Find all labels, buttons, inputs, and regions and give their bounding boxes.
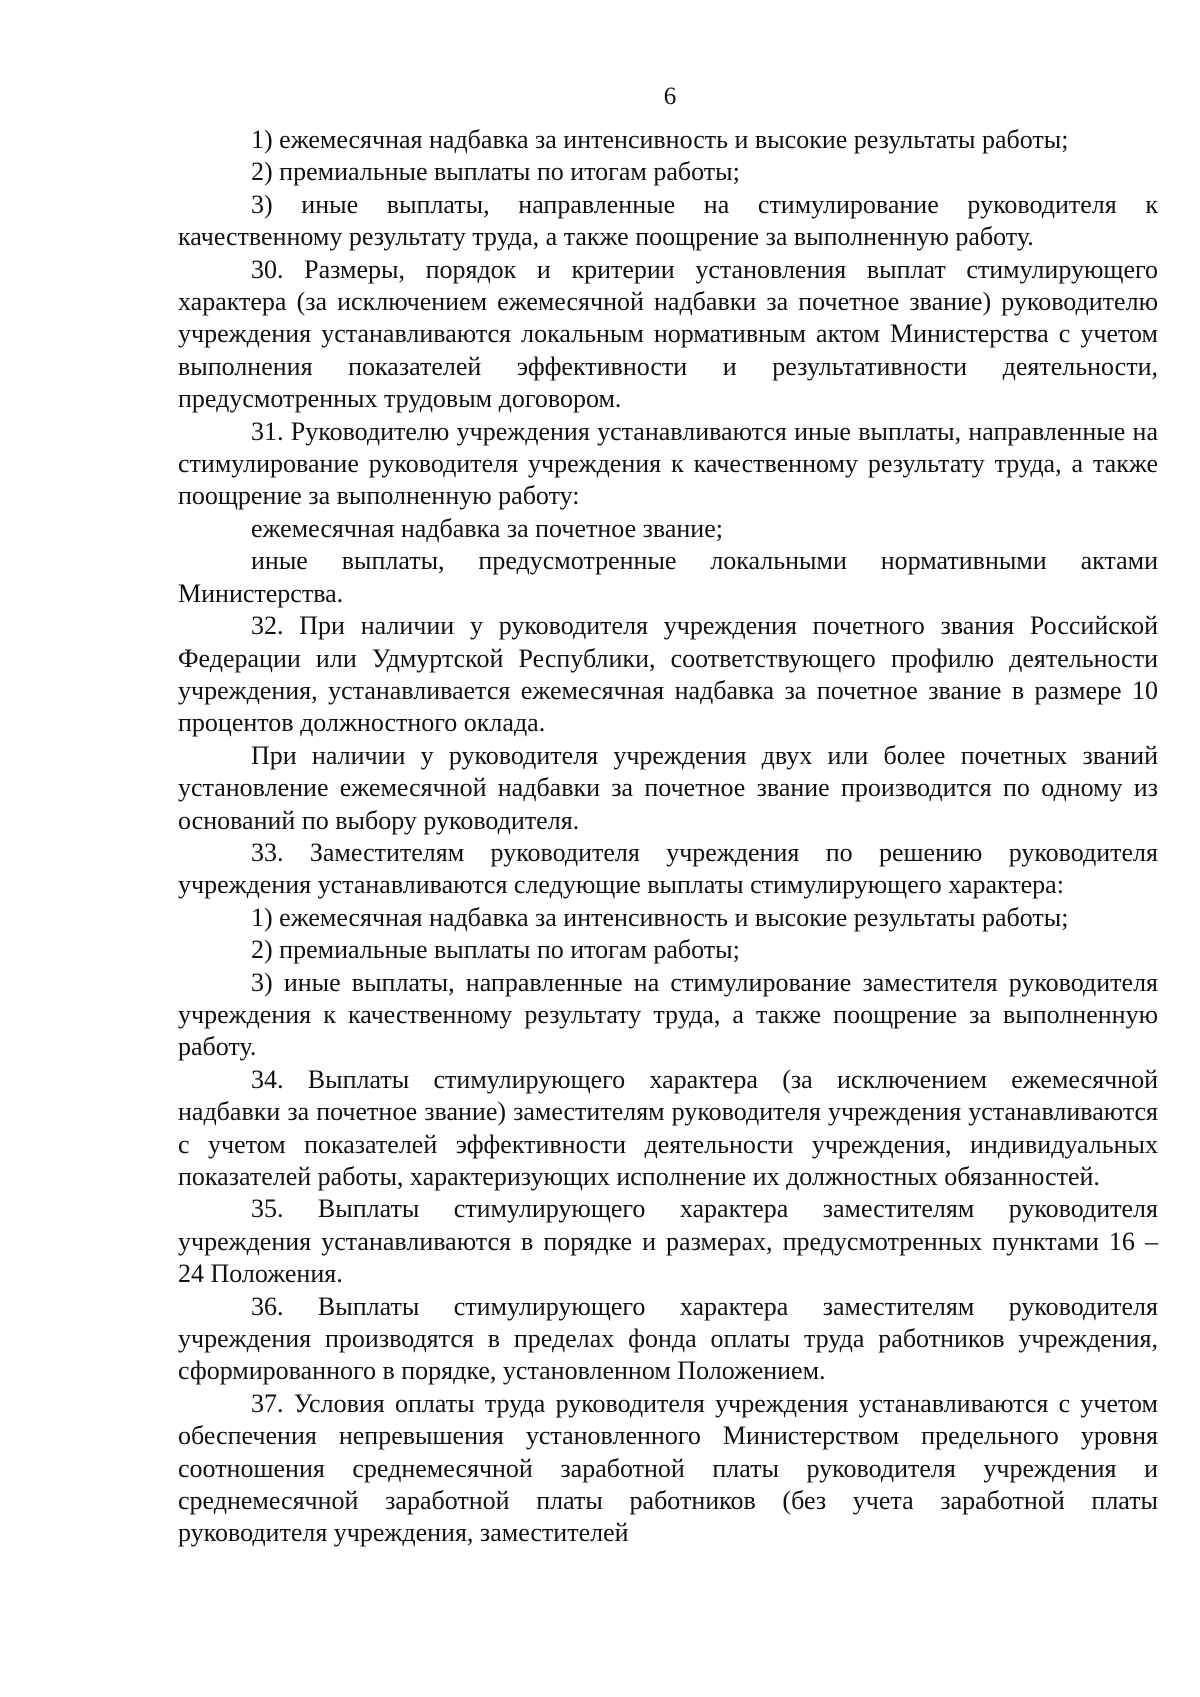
document-body — [178, 124, 1158, 1550]
paragraph: 33. Заместителям руководителя учреждения по решению руководителя учреждения устанавливаются следующие выплаты стимулирующего характера: — [178, 837, 1158, 900]
paragraph: 1) ежемесячная надбавка за интенсивность и высокие результаты работы; — [251, 902, 1069, 932]
paragraph: 3) иные выплаты, направленные на стимулирование руководителя к качественному результату труда, а также поощрение за выполненную работу. — [178, 189, 1158, 252]
paragraph: 2) премиальные выплаты по итогам работы; — [251, 935, 740, 965]
paragraph: 31. Руководителю учреждения устанавливаются иные выплаты, направленные на стимулирование руководителя учреждения к качественному результату труда, а также поощрение за выполненную работу: — [178, 416, 1158, 511]
paragraph: 2) премиальные выплаты по итогам работы; — [251, 157, 740, 187]
paragraph: 3) иные выплаты, направленные на стимулирование заместителя руководителя учреждения к качественному результату труда, а также поощрение за выполненную работу. — [178, 967, 1158, 1062]
paragraph: 1) ежемесячная надбавка за интенсивность и высокие результаты работы; — [251, 125, 1069, 154]
page-number: 6 — [663, 83, 677, 110]
paragraph: 32. При наличии у руководителя учреждения почетного звания Российской Федерации или Удмуртской Республики, соответствующего профилю деятельности учреждения, устанавливается ежемесячная надбавка за почетное звание в размере 10 процентов должностного оклада. — [178, 611, 1158, 738]
paragraph: 37. Условия оплаты труда руководителя учреждения устанавливаются с учетом обеспечения непревышения установленного Министерством предельного уровня соотношения среднемесячной заработной платы руководителя учреждения и среднемесячной заработной платы работников (без учета заработной платы руководителя учреждения, заместителей — [178, 1388, 1158, 1548]
paragraph: иные выплаты, предусмотренные локальными нормативными актами Министерства. — [178, 546, 1158, 608]
paragraph: 36. Выплаты стимулирующего характера заместителям руководителя учреждения производятся в пределах фонда оплаты труда работников учреждения, сформированного в порядке, установленном Положением. — [178, 1291, 1158, 1386]
paragraph: 35. Выплаты стимулирующего характера заместителям руководителя учреждения устанавливаются в порядке и размерах, предусмотренных пунктами 16 – 24 Положения. — [178, 1194, 1158, 1289]
paragraph: 34. Выплаты стимулирующего характера (за исключением ежемесячной надбавки за почетное звание) заместителям руководителя учреждения устанавливаются с учетом показателей эффективности деятельности учреждения, индивидуальных показателей работы, характеризующих исполнение их должностных обязанностей. — [178, 1064, 1158, 1191]
paragraph: При наличии у руководителя учреждения двух или более почетных званий установление ежемесячной надбавки за почетное звание производится по одному из оснований по выбору руководителя. — [178, 740, 1158, 835]
paragraph: 30. Размеры, порядок и критерии установления выплат стимулирующего характера (за исключением ежемесячной надбавки за почетное звание) руководителю учреждения устанавливаются локальным нормативным актом Министерства с учетом выполнения показателей эффективности и результативности деятельности, предусмотренных трудовым договором. — [178, 254, 1158, 414]
paragraph: ежемесячная надбавка за почетное звание; — [251, 513, 723, 543]
